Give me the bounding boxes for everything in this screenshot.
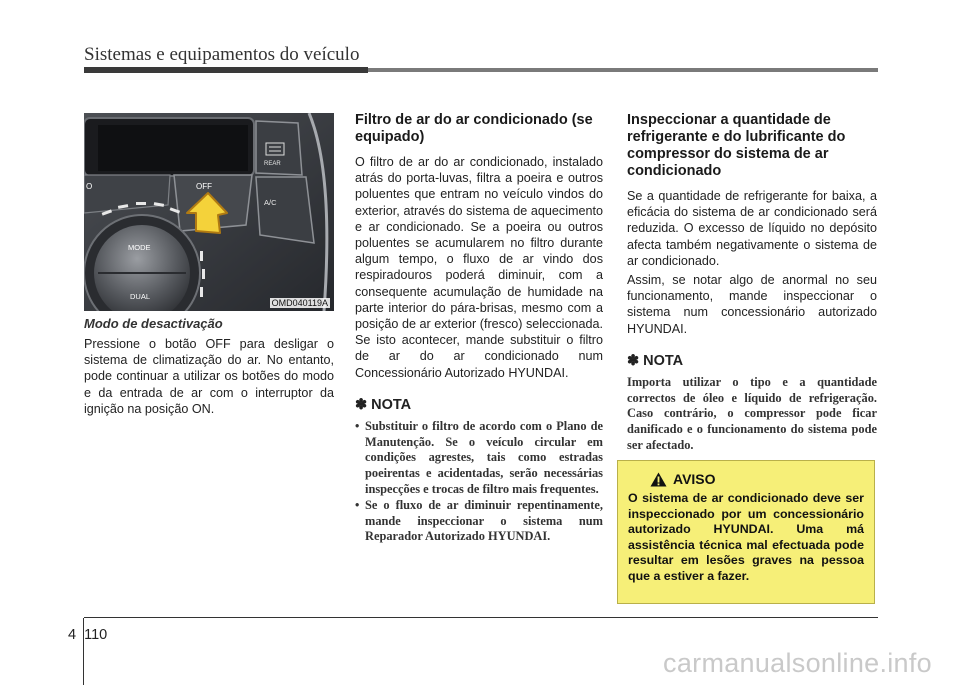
header-title: Sistemas e equipamentos do veículo: [84, 44, 360, 65]
note-text: Importa utilizar o tipo e a quantidade correctos de óleo e líquido de refrigeração. Caso contrário, o compressor pode ficar danificado e o funcionamento do sistema pode ser afectado.: [627, 374, 877, 453]
note-heading: [627, 353, 877, 369]
left-column: [84, 316, 334, 417]
off-label: OFF: [196, 182, 212, 191]
filter-section-title: Filtro de ar do ar condicionado (se equipado): [355, 112, 593, 145]
chapter-number: 4: [68, 627, 77, 643]
climate-panel-illustration: [84, 113, 334, 311]
note-symbol-icon: ✽: [355, 396, 368, 413]
warning-box: [617, 460, 875, 604]
dual-label: DUAL: [130, 292, 151, 301]
mode-label: MODE: [128, 243, 151, 252]
list-item: [355, 498, 603, 545]
page-number-value: 110: [84, 627, 108, 643]
figure-caption: Modo de desactivação: [84, 316, 223, 331]
figure-code: OMD040119A: [271, 298, 328, 308]
warning-text: O sistema de ar condicionado deve ser inspeccionado por um concessionário autorizado HYUNDAI. Uma má assistência técnica mal efectuada pode resultar em lesões graves na pessoa que a estiver a fazer.: [628, 491, 864, 583]
note-item-text: Substituir o filtro de acordo com o Plano de Manutenção. Se o veículo circular em condições agrestes, tais como estradas poeirentas e acidentadas, serão necessárias inspecções e trocas de filtro mais frequentes.: [365, 418, 603, 497]
note-item-text: Se o fluxo de ar diminuir repentinamente, mande inspeccionar o sistema num Reparador Autorizado HYUNDAI.: [365, 497, 603, 544]
warning-triangle-icon: [650, 472, 667, 487]
refrigerant-section-title: Inspeccionar a quantidade de refrigerante e do lubrificante do compressor do sistema de ar condicionado: [627, 112, 846, 179]
left-body-text: Pressione o botão OFF para desligar o sistema de climatização do ar. No entanto, pode continuar a utilizar os botões do modo e da entrada de ar com o interruptor da ignição na posição ON.: [84, 337, 334, 416]
page-number: [68, 627, 107, 643]
middle-column: [355, 112, 603, 545]
note-title: NOTA: [371, 396, 412, 413]
footer-rule: [84, 617, 878, 618]
filter-body-text: O filtro de ar do ar condicionado, instalado atrás do porta-luvas, filtra a poeira e outros poluentes que entram no veículo vindos do exterior, através do sistema de aquecimento e ar condicionado. Se a poeira ou outros poluentes se acumularem no filtro durante algum tempo, o fluxo de ar vindo dos respiradouros poderá diminuir, com a consequente acumulação de humidade na parte interior do pára-brisas, mesmo com a posição de ar exterior (fresco) seleccionada. Se isto acontecer, mande substituir o filtro de ar do ar condicionado num Concessionário Autorizado HYUNDAI.: [355, 155, 603, 380]
o-label: O: [86, 182, 93, 191]
ac-label: A/C: [264, 198, 277, 207]
note-list: [355, 419, 603, 545]
watermark: carmanualsonline.info: [663, 648, 932, 678]
list-item: [355, 419, 603, 498]
refrigerant-body-text-1: Se a quantidade de refrigerante for baixa, a eficácia do sistema de ar condicionado será reduzida. O excesso de líquido no depósito afecta também negativamente o sistema de ar condicionado.: [627, 189, 877, 268]
right-column: [627, 112, 877, 454]
refrigerant-body-text-2: Assim, se notar algo de anormal no seu funcionamento, mande inspeccionar o sistema num concessionário autorizado HYUNDAI.: [627, 273, 877, 336]
bullet: •: [355, 497, 360, 512]
warning-title: AVISO: [673, 471, 716, 487]
note-title: NOTA: [643, 352, 684, 369]
note-symbol-icon: ✽: [627, 352, 640, 369]
note-heading: [355, 397, 603, 413]
climate-control-photo: [84, 113, 334, 311]
bullet: •: [355, 418, 360, 433]
warning-heading: [628, 471, 864, 487]
header-rule-accent: [84, 67, 368, 73]
rear-label: REAR: [264, 161, 281, 167]
